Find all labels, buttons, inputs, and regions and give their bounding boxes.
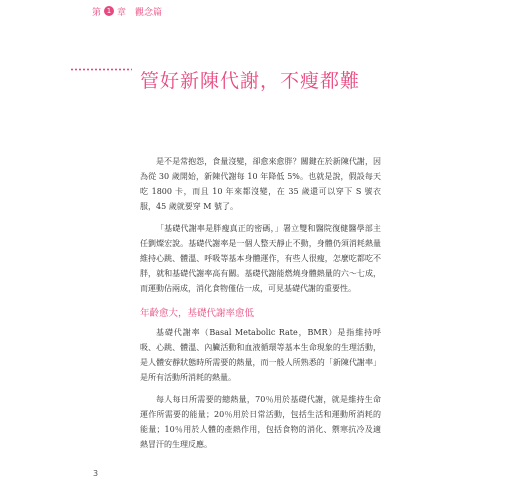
section-paragraph: 每人每日所需要的總熱量，70％用於基礎代謝，就是維持生命運作所需要的能量；20％用於日常活動，包括生活和運動所消耗的能量；10％用於人體的產熱作用，包括食物的消化、禦寒抗冷及適熱冒汗的生理反應。 xyxy=(140,395,381,449)
chapter-header xyxy=(92,4,162,18)
part-title: 觀念篇 xyxy=(135,7,163,18)
page-title: 管好新陳代謝，不瘦都難 xyxy=(140,70,361,92)
chapter-suffix: 章 xyxy=(117,7,127,18)
body-paragraph: 「基礎代謝率是胖瘦真正的密碼，」署立雙和醫院復健醫學部主任劉燦宏說。基礎代謝率是一個人整天靜止不動，身體仍須消耗熱量維持心跳、體溫、呼吸等基本身體運作，有些人很瘦，怎麼吃都吃不胖，就和基礎代謝率高有關。基礎代謝能燃燒身體熱量的六～七成，而運動佔兩成，消化食物僅佔一成，可見基礎代謝的重要性。 xyxy=(140,224,381,293)
chapter-prefix: 第 xyxy=(92,7,102,18)
section-heading: 年齡愈大，基礎代謝率愈低 xyxy=(140,308,255,319)
dotted-decoration xyxy=(70,68,132,71)
body-paragraph: 是不是常抱怨，食量沒變，卻愈來愈胖？關鍵在於新陳代謝，因為從 30 歲開始，新陳代謝每 10 年降低 5%。也就是說，假設每天吃 1800 卡，而且 10 年來都沒變，在 35 歲還可以穿下 S 號衣服，45 歲就要穿 M 號了。 xyxy=(140,157,381,211)
section-paragraph: 基礎代謝率（Basal Metabolic Rate，BMR）是指維持呼吸、心跳、體溫、內臟活動和血液循環等基本生命現象的生理活動，是人體安靜狀態時所需要的熱量，而一般人所熟悉的「新陳代謝率」是所有活動所消耗的熱量。 xyxy=(140,328,381,382)
chapter-number-badge: 1 xyxy=(104,6,114,16)
article-body xyxy=(140,154,381,459)
page-number: 3 xyxy=(93,469,99,478)
